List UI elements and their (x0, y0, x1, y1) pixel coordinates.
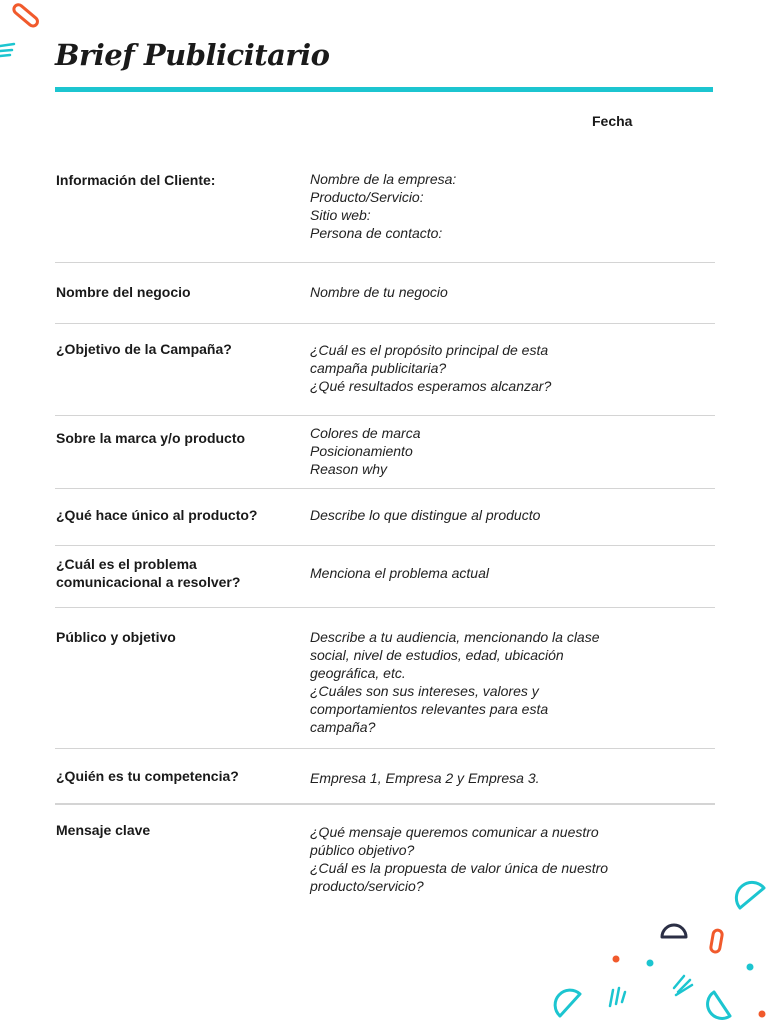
row-hint-client-info (310, 170, 710, 242)
row-hint-key-message (310, 823, 710, 895)
row-label-unique: ¿Qué hace único al producto? (56, 507, 258, 523)
hint-line: Nombre de tu negocio (310, 284, 448, 300)
document-title: Brief Publicitario (55, 38, 330, 72)
row-label-business-name: Nombre del negocio (56, 284, 191, 300)
row-label-brand: Sobre la marca y/o producto (56, 430, 246, 446)
row-divider (55, 488, 715, 489)
row-hint-problem (310, 564, 710, 582)
row-label-key-message: Mensaje clave (56, 822, 151, 838)
row-divider (55, 803, 715, 805)
hint-line: geográfica, etc. (310, 665, 406, 681)
hint-line: Producto/Servicio: (310, 189, 424, 205)
hint-line: comportamientos relevantes para esta (310, 701, 549, 717)
row-divider (55, 607, 715, 608)
hint-line: Menciona el problema actual (310, 565, 489, 581)
row-label-client-info: Información del Cliente: (56, 172, 216, 188)
hint-line: Empresa 1, Empresa 2 y Empresa 3. (310, 770, 540, 786)
hint-line: Sitio web: (310, 207, 371, 223)
hint-line: campaña? (310, 719, 376, 735)
hint-line: Describe lo que distingue al producto (310, 507, 541, 523)
label-line: ¿Cuál es el problema (56, 556, 197, 572)
row-hint-audience (310, 628, 710, 736)
row-hint-competition (310, 769, 710, 787)
hint-line: ¿Cuál es el propósito principal de esta (310, 342, 549, 358)
row-divider (55, 323, 715, 324)
hint-line: Colores de marca (310, 425, 421, 441)
hint-line: Nombre de la empresa: (310, 171, 457, 187)
row-hint-campaign-goal (310, 341, 710, 395)
row-divider (55, 545, 715, 546)
label-line: comunicacional a resolver? (56, 574, 241, 590)
hint-line: ¿Cuáles son sus intereses, valores y (310, 683, 539, 699)
hint-line: Persona de contacto: (310, 225, 443, 241)
row-hint-business-name (310, 283, 710, 301)
hint-line: público objetivo? (310, 842, 415, 858)
row-label-campaign-goal: ¿Objetivo de la Campaña? (56, 341, 232, 357)
hint-line: ¿Qué mensaje queremos comunicar a nuestro (310, 824, 599, 840)
hint-line: Reason why (310, 461, 388, 477)
hint-line: Describe a tu audiencia, mencionando la clase (310, 629, 600, 645)
hint-line: Posicionamiento (310, 443, 413, 459)
row-divider (55, 415, 715, 416)
row-divider (55, 262, 715, 263)
row-hint-brand (310, 424, 710, 478)
hint-line: ¿Qué resultados esperamos alcanzar? (310, 378, 552, 394)
hint-line: campaña publicitaria? (310, 360, 447, 376)
row-hint-unique (310, 506, 710, 524)
hint-line: social, nivel de estudios, edad, ubicación (310, 647, 564, 663)
hint-line: producto/servicio? (310, 878, 424, 894)
row-label-problem (56, 555, 286, 591)
hint-line: ¿Cuál es la propuesta de valor única de nuestro (310, 860, 609, 876)
date-label: Fecha (592, 113, 633, 129)
row-label-audience: Público y objetivo (56, 629, 176, 645)
row-label-competition: ¿Quién es tu competencia? (56, 768, 239, 784)
row-divider (55, 748, 715, 749)
